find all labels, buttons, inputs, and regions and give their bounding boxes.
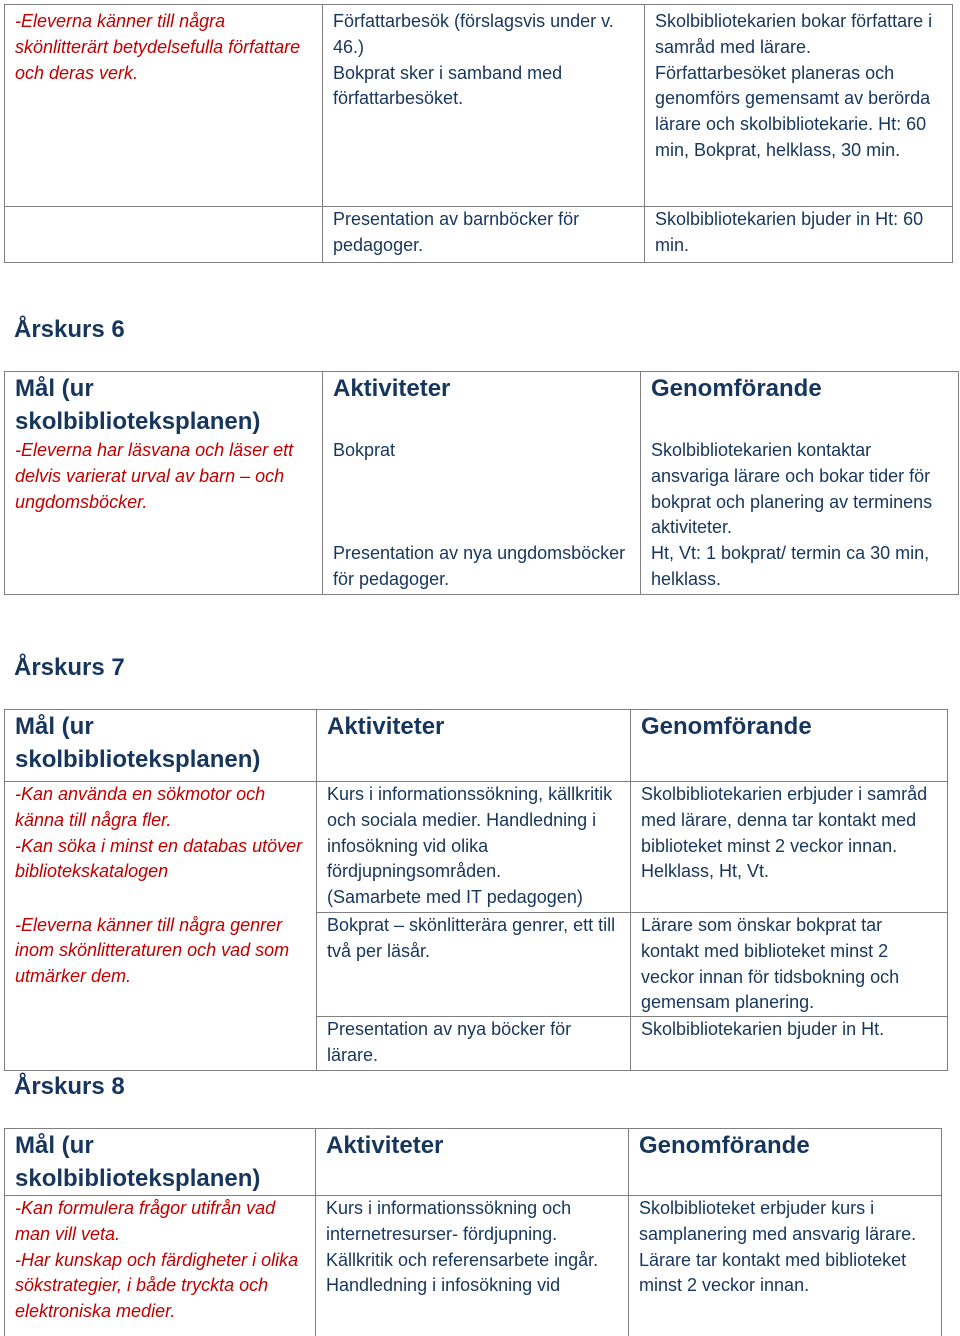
column-header-activity: Aktiviteter <box>317 710 631 782</box>
activity-cell <box>323 207 645 263</box>
table-row <box>5 1196 942 1336</box>
activity-cell <box>317 913 631 1017</box>
column-header-goal: Mål (ur skolbiblioteksplanen) <box>5 372 323 439</box>
activity-cell <box>323 5 645 207</box>
section-heading-arskurs-6: Årskurs 6 <box>14 316 125 343</box>
table-row <box>5 1017 948 1071</box>
table-header-row <box>5 710 948 782</box>
activity-cell <box>317 1017 631 1071</box>
column-header-activity: Aktiviteter <box>323 372 641 439</box>
table-row <box>5 438 959 594</box>
goal-text: -Eleverna känner till några skönlitterärt betydelsefulla författare och deras verk. <box>15 11 306 83</box>
activity-text: Presentation av nya böcker för lärare. <box>327 1019 577 1065</box>
activity-text: Presentation av nya ungdomsböcker för pedagoger. <box>333 543 631 589</box>
execution-cell <box>631 782 948 913</box>
goal-cell <box>5 1196 316 1336</box>
column-header-execution: Genomförande <box>631 710 948 782</box>
arskurs-6-table <box>4 371 959 595</box>
execution-text: Skolbibliotekarien erbjuder i samråd med lärare, denna tar kontakt med biblioteket minst 2 veckor innan. Helklass, Ht, Vt. <box>641 784 933 882</box>
execution-text: Författarbesöket planeras och genomförs gemensamt av berörda lärare och skolbibliotekarie. Ht: 60 min, Bokprat, helklass, 30 min. <box>655 62 936 160</box>
top-table <box>4 4 953 263</box>
goal-cell <box>5 5 323 207</box>
arskurs-7-table <box>4 709 948 1071</box>
goal-text: -Eleverna har läsvana och läser ett delvis varierat urval av barn – och ungdomsböcker. <box>15 440 299 512</box>
table-row <box>5 782 948 913</box>
activity-cell <box>316 1196 629 1336</box>
execution-text: Skolbiblioteket erbjuder kurs i samplanering med ansvarig lärare. Lärare tar kontakt med biblioteket minst 2 veckor innan. <box>639 1198 917 1296</box>
arskurs-8-table <box>4 1128 942 1336</box>
goal-cell <box>5 438 323 594</box>
execution-text: Skolbibliotekarien bokar författare i samråd med lärare. <box>655 11 938 57</box>
goal-text: -Kan formulera frågor utifrån vad man vill veta. <box>15 1198 281 1244</box>
activity-text: Kurs i informationssökning och internetresurser- fördjupning. Källkritik och referensarbete ingår. Handledning i infosökning vid <box>326 1198 599 1296</box>
activity-text: Bokprat <box>333 440 396 460</box>
column-header-activity: Aktiviteter <box>316 1129 629 1196</box>
execution-text: Lärare som önskar bokprat tar kontakt med biblioteket minst 2 veckor innan för tidsbokning och gemensam planering. <box>641 915 905 1013</box>
column-header-execution: Genomförande <box>629 1129 942 1196</box>
table-row <box>5 913 948 1017</box>
activity-text: Författarbesök (förslagsvis under v. 46.) Bokprat sker i samband med författarbesöket. <box>333 11 614 109</box>
execution-text: Ht, Vt: 1 bokprat/ termin ca 30 min, helklass. <box>651 543 935 589</box>
execution-cell <box>645 5 953 207</box>
table-row <box>5 207 953 263</box>
table-header-row <box>5 1129 942 1196</box>
table-row <box>5 5 953 207</box>
section-heading-arskurs-8: Årskurs 8 <box>14 1073 125 1100</box>
activity-cell <box>323 438 641 594</box>
execution-cell <box>631 1017 948 1071</box>
execution-text: Skolbibliotekarien bjuder in Ht. <box>641 1019 885 1040</box>
activity-text: Presentation av barnböcker för pedagoger. <box>333 209 585 255</box>
column-header-execution: Genomförande <box>641 372 959 439</box>
execution-cell <box>641 438 959 594</box>
table-header-row <box>5 372 959 439</box>
section-heading-arskurs-7: Årskurs 7 <box>14 654 125 681</box>
goal-cell <box>5 207 323 263</box>
column-header-goal: Mål (ur skolbiblioteksplanen) <box>5 710 317 782</box>
column-header-goal: Mål (ur skolbiblioteksplanen) <box>5 1129 316 1196</box>
goal-text: -Kan använda en sökmotor och känna till några fler. <box>15 784 271 830</box>
goal-cell <box>5 1017 317 1071</box>
goal-cell <box>5 782 317 913</box>
execution-text: Skolbibliotekarien kontaktar ansvariga lärare och bokar tider för bokprat och planering av terminens aktiviteter. <box>651 440 938 538</box>
execution-cell <box>629 1196 942 1336</box>
goal-text: -Eleverna känner till några genrer inom skönlitteraturen och vad som utmärker dem. <box>15 914 295 987</box>
activity-text: Kurs i informationssökning, källkritik och sociala medier. Handledning i infosökning vid olika fördjupningsområden. (Samarbete med IT pedagogen) <box>327 784 613 908</box>
execution-cell <box>631 913 948 1017</box>
goal-text: -Kan söka i minst en databas utöver bibliotekskatalogen <box>15 835 308 882</box>
goal-cell <box>5 913 317 1017</box>
execution-cell <box>645 207 953 263</box>
goal-text: -Har kunskap och färdigheter i olika sökstrategier, i både tryckta och elektroniska medier. <box>15 1249 304 1322</box>
execution-text: Skolbibliotekarien bjuder in Ht: 60 min. <box>655 209 929 255</box>
activity-text: Bokprat – skönlitterära genrer, ett till två per läsår. <box>327 915 621 961</box>
activity-cell <box>317 782 631 913</box>
